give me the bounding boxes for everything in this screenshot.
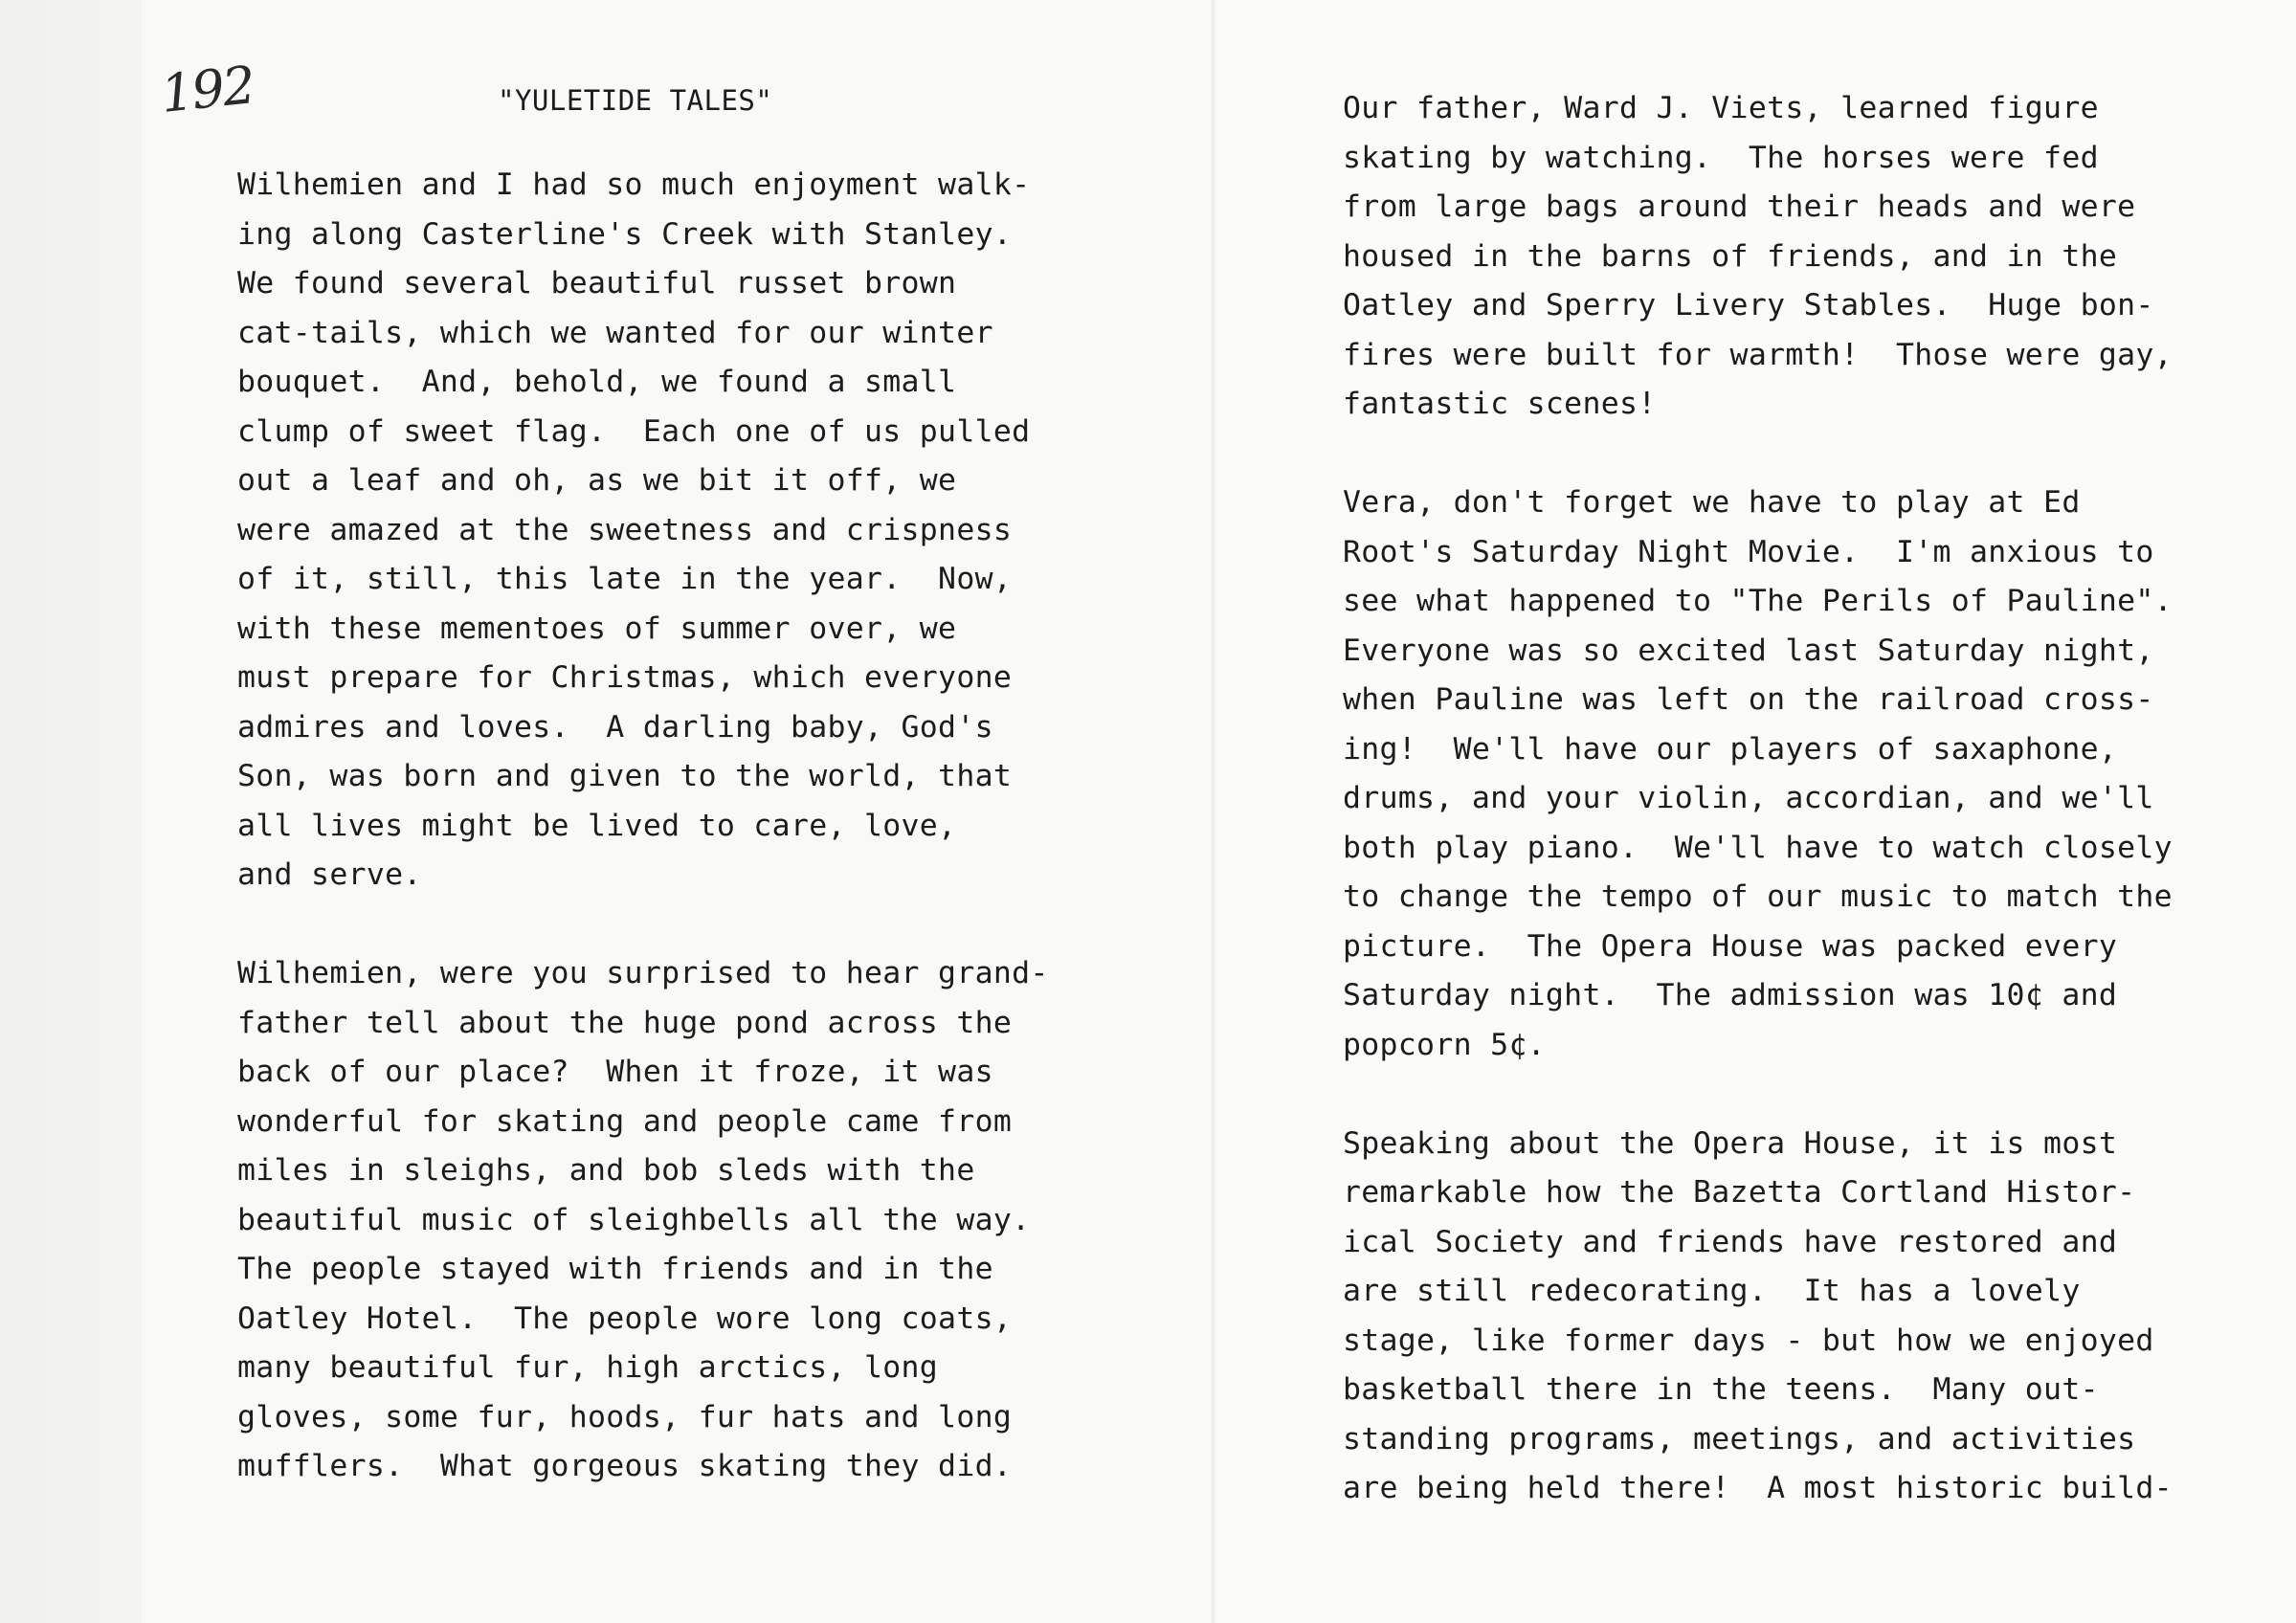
text-line: of it, still, this late in the year. Now, bbox=[237, 562, 1013, 596]
text-line: many beautiful fur, high arctics, long bbox=[237, 1350, 939, 1385]
text-line: both play piano. We'll have to watch closely bbox=[1343, 830, 2173, 865]
text-line: stage, like former days - but how we enjoyed bbox=[1343, 1323, 2154, 1358]
text-line: The people stayed with friends and in the bbox=[237, 1252, 993, 1286]
text-line: ing along Casterline's Creek with Stanley. bbox=[237, 216, 1013, 252]
text-line: We found several beautiful russet brown bbox=[237, 266, 957, 300]
text-line: remarkable how the Bazetta Cortland Histor- bbox=[1343, 1175, 2136, 1210]
text-line: popcorn 5¢. bbox=[1343, 1027, 1546, 1062]
text-line: Everyone was so excited last Saturday night, bbox=[1343, 633, 2154, 668]
text-line: housed in the barns of friends, and in the bbox=[1343, 238, 2118, 274]
paragraph bbox=[237, 949, 1049, 1492]
paragraph bbox=[1343, 1120, 2173, 1514]
text-line: basketball there in the teens. Many out- bbox=[1343, 1372, 2099, 1407]
text-line: when Pauline was left on the railroad cross- bbox=[1343, 682, 2154, 717]
text-line: Son, was born and given to the world, that bbox=[237, 759, 1013, 793]
text-line: skating by watching. The horses were fed bbox=[1343, 140, 2099, 175]
page-fold bbox=[1212, 0, 1219, 1623]
text-line: must prepare for Christmas, which everyone bbox=[237, 660, 1013, 695]
text-line: Oatley Hotel. The people wore long coats, bbox=[237, 1301, 1013, 1336]
text-line: back of our place? When it froze, it was bbox=[237, 1055, 993, 1089]
text-line: cat-tails, which we wanted for our winter bbox=[237, 315, 993, 350]
text-line: wonderful for skating and people came from bbox=[237, 1103, 1013, 1139]
text-line: see what happened to "The Perils of Pauline". bbox=[1343, 584, 2173, 618]
text-line: fires were built for warmth! Those were gay, bbox=[1343, 337, 2173, 372]
paragraph bbox=[1343, 478, 2173, 1070]
text-line: from large bags around their heads and were bbox=[1343, 189, 2136, 224]
text-line: fantastic scenes! bbox=[1343, 387, 1657, 421]
text-line: with these mementoes of summer over, we bbox=[237, 611, 957, 646]
left-column-text bbox=[237, 161, 1049, 1492]
paragraph-gap bbox=[1343, 1070, 2173, 1120]
text-line: gloves, some fur, hoods, fur hats and long bbox=[237, 1399, 1013, 1434]
text-line: ing! We'll have our players of saxaphone, bbox=[1343, 731, 2118, 767]
text-line: clump of sweet flag. Each one of us pulled bbox=[237, 413, 1031, 449]
paragraph bbox=[1343, 84, 2173, 430]
text-line: beautiful music of sleighbells all the way. bbox=[237, 1202, 1031, 1237]
text-line: Speaking about the Opera House, it is most bbox=[1343, 1125, 2118, 1161]
paragraph bbox=[237, 161, 1049, 900]
text-line: are still redecorating. It has a lovely bbox=[1343, 1274, 2081, 1308]
text-line: Saturday night. The admission was 10¢ and bbox=[1343, 978, 2118, 1012]
text-line: picture. The Opera House was packed every bbox=[1343, 928, 2118, 964]
paragraph-gap bbox=[237, 900, 1049, 950]
text-line: all lives might be lived to care, love, bbox=[237, 808, 957, 843]
text-line: Wilhemien, were you surprised to hear grand- bbox=[237, 956, 1049, 990]
text-line: Our father, Ward J. Viets, learned figure bbox=[1343, 91, 2099, 125]
text-line: out a leaf and oh, as we bit it off, we bbox=[237, 463, 957, 498]
text-line: and serve. bbox=[237, 857, 422, 892]
text-line: father tell about the huge pond across the bbox=[237, 1005, 1013, 1040]
text-line: drums, and your violin, accordian, and we'll bbox=[1343, 781, 2154, 815]
text-line: Oatley and Sperry Livery Stables. Huge bon- bbox=[1343, 288, 2154, 322]
scan-margin bbox=[0, 0, 142, 1623]
text-line: Root's Saturday Night Movie. I'm anxious to bbox=[1343, 534, 2154, 569]
text-line: Vera, don't forget we have to play at Ed bbox=[1343, 485, 2081, 520]
document-title: "YULETIDE TALES" bbox=[498, 84, 773, 117]
text-line: standing programs, meetings, and activities bbox=[1343, 1421, 2136, 1456]
text-line: were amazed at the sweetness and crispness bbox=[237, 512, 1013, 547]
text-line: bouquet. And, behold, we found a small bbox=[237, 365, 957, 399]
paragraph-gap bbox=[1343, 430, 2173, 479]
text-line: miles in sleighs, and bob sleds with the bbox=[237, 1153, 975, 1188]
text-line: are being held there! A most historic build- bbox=[1343, 1471, 2173, 1505]
handwritten-page-number: 192 bbox=[157, 55, 257, 124]
text-line: to change the tempo of our music to match the bbox=[1343, 879, 2173, 914]
right-column-text bbox=[1343, 84, 2173, 1514]
text-line: admires and loves. A darling baby, God's bbox=[237, 709, 993, 745]
text-line: Wilhemien and I had so much enjoyment walk- bbox=[237, 167, 1031, 202]
text-line: mufflers. What gorgeous skating they did. bbox=[237, 1449, 1013, 1483]
text-line: ical Society and friends have restored and bbox=[1343, 1224, 2118, 1259]
